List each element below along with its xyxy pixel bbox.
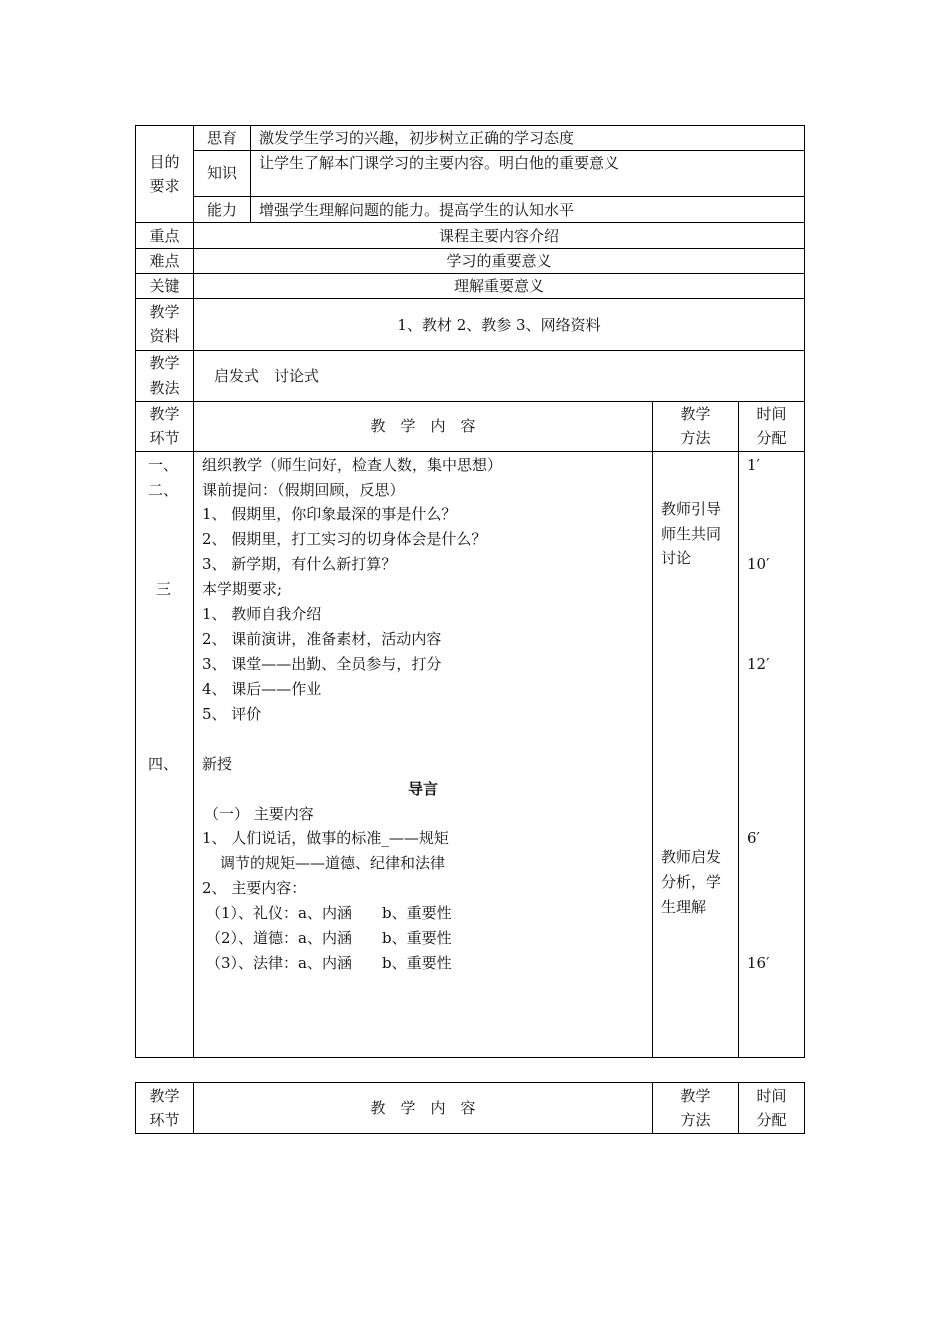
header-section-1: 教学	[149, 405, 180, 423]
table-rule	[135, 222, 805, 223]
materials-label-1: 教学	[149, 303, 180, 321]
bottom-content: 教 学 内 容	[370, 1099, 476, 1117]
header-time-2: 分配	[756, 429, 787, 447]
table-rule	[135, 1133, 805, 1134]
key-point-text: 课程主要内容介绍	[438, 227, 559, 245]
time-3: 12′	[747, 655, 770, 673]
table-rule	[135, 350, 805, 351]
method-label-1: 教学	[149, 354, 180, 372]
materials-text: 1、教材 2、教参 3、网络资料	[397, 316, 601, 334]
bottom-method-2: 方法	[680, 1111, 711, 1129]
bottom-section-1: 教学	[149, 1087, 180, 1105]
method-1-line-1: 教师引导	[661, 500, 722, 518]
content-line: 1、 教师自我介绍	[202, 605, 322, 623]
content-line: 组织教学（师生问好，检查人数，集中思想）	[202, 456, 503, 474]
time-2: 10′	[747, 555, 770, 573]
table-rule	[250, 125, 251, 222]
method-1-line-2: 师生共同	[661, 525, 722, 543]
method-label-2: 教法	[149, 379, 180, 397]
content-line: 3、 课堂——出勤、全员参与，打分	[202, 655, 442, 673]
table-rule	[652, 401, 653, 1058]
content-line: 2、 主要内容：	[202, 879, 307, 897]
content-line: 本学期要求;	[202, 580, 283, 598]
bottom-section-2: 环节	[149, 1111, 180, 1129]
content-line: 2、 假期里，打工实习的切身体会是什么？	[202, 530, 487, 548]
header-method-1: 教学	[680, 405, 711, 423]
table-rule	[135, 298, 805, 299]
table-rule	[135, 451, 805, 452]
objective-text-moral: 激发学生学习的兴趣，初步树立正确的学习态度	[259, 129, 575, 147]
objective-name-knowledge: 知识	[206, 164, 237, 182]
table-rule	[193, 150, 805, 151]
table-rule	[804, 125, 805, 1058]
objectives-label-1: 目的	[149, 153, 180, 171]
header-section-2: 环节	[149, 429, 180, 447]
content-line: 1、 假期里，你印象最深的事是什么？	[202, 505, 457, 523]
critical-label: 关键	[149, 277, 180, 295]
key-point-label: 重点	[149, 227, 180, 245]
content-line: 3、 新学期，有什么新打算？	[202, 555, 397, 573]
table-rule	[804, 1082, 805, 1134]
content-line: （3）、法律：a、内涵 b、重要性	[206, 954, 452, 972]
table-rule	[135, 1082, 805, 1083]
step-3: 三	[156, 580, 172, 598]
step-1: 一、	[148, 456, 179, 474]
time-5: 16′	[747, 954, 770, 972]
table-rule	[738, 401, 739, 1058]
content-line: 调节的规矩——道德、纪律和法律	[220, 854, 446, 872]
step-4: 四、	[148, 755, 179, 773]
content-line: 2、 课前演讲，准备素材，活动内容	[202, 630, 442, 648]
table-rule	[135, 125, 805, 126]
content-line: 1、 人们说话，做事的标准_——规矩	[202, 829, 449, 847]
header-method-2: 方法	[680, 429, 711, 447]
objective-text-knowledge: 让学生了解本门课学习的主要内容。明白他的重要意义	[259, 154, 620, 172]
difficulty-label: 难点	[149, 252, 180, 270]
content-line: （1）、礼仪：a、内涵 b、重要性	[206, 904, 452, 922]
table-rule	[135, 1057, 805, 1058]
method-2-line-1: 教师启发	[661, 848, 722, 866]
table-rule	[135, 248, 805, 249]
header-content: 教 学 内 容	[370, 417, 476, 435]
objective-name-ability: 能力	[206, 201, 237, 219]
bottom-time-2: 分配	[756, 1111, 787, 1129]
method-2-line-3: 生理解	[661, 898, 707, 916]
content-line: 5、 评价	[202, 705, 262, 723]
objective-name-moral: 思育	[206, 129, 237, 147]
difficulty-text: 学习的重要意义	[446, 252, 552, 270]
table-rule	[193, 196, 805, 197]
content-line: （2）、道德：a、内涵 b、重要性	[206, 929, 452, 947]
objectives-label-2: 要求	[149, 177, 180, 195]
content-line: 课前提问：（假期回顾，反思）	[202, 481, 405, 499]
bottom-method-1: 教学	[680, 1087, 711, 1105]
step-2: 二、	[148, 481, 179, 499]
header-time-1: 时间	[756, 405, 787, 423]
content-line: 4、 课后——作业	[202, 680, 322, 698]
materials-label-2: 资料	[149, 327, 180, 345]
content-line: 新授	[202, 755, 233, 773]
section-heading: 导言	[407, 780, 438, 798]
method-1-line-3: 讨论	[661, 549, 692, 567]
table-rule	[135, 273, 805, 274]
content-line: （一） 主要内容	[204, 805, 314, 823]
time-4: 6′	[747, 829, 760, 847]
objective-text-ability: 增强学生理解问题的能力。提高学生的认知水平	[259, 201, 575, 219]
critical-text: 理解重要意义	[453, 277, 544, 295]
table-rule	[135, 401, 805, 402]
time-1: 1′	[747, 456, 760, 474]
bottom-time-1: 时间	[756, 1087, 787, 1105]
method-text: 启发式 讨论式	[214, 367, 320, 385]
method-2-line-2: 分析，学	[661, 873, 722, 891]
